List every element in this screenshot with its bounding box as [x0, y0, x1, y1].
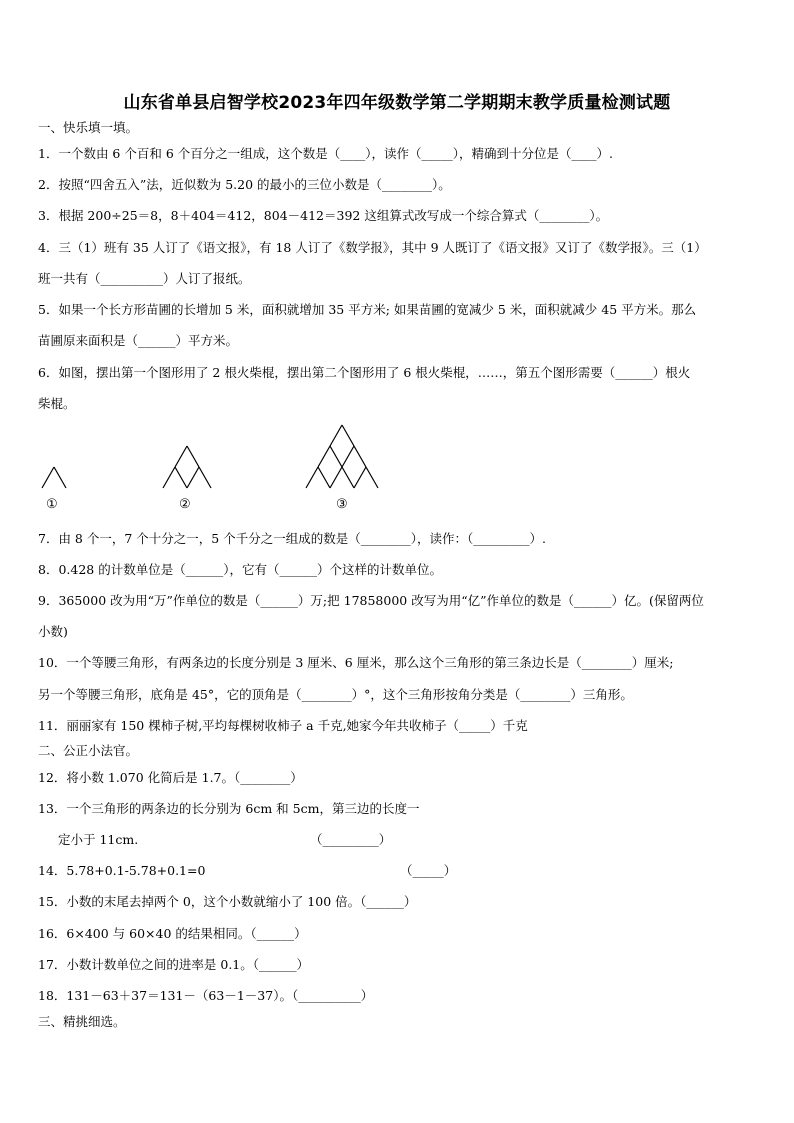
question-4-line-2: 班一共有（__________）人订了报纸。 — [38, 271, 251, 286]
question-7: 7．由 8 个一，7 个十分之一，5 个千分之一组成的数是（________），读作：（_________）. — [38, 531, 546, 546]
figure-1-shape — [42, 467, 66, 488]
figure-label-2: ② — [179, 497, 191, 512]
question-4-line-1: 4．三（1）班有 35 人订了《语文报》，有 18 人订了《数学报》，其中 9 人既订了《语文报》又订了《数学报》。三（1） — [38, 240, 707, 255]
question-15: 15．小数的末尾去掉两个 0，这个小数就缩小了 100 倍。（______） — [38, 894, 417, 909]
section-heading-1: 一、快乐填一填。 — [38, 120, 139, 135]
question-8: 8．0.428 的计数单位是（______），它有（______）个这样的计数单位。 — [38, 562, 442, 577]
question-9-line-2: 小数) — [38, 624, 68, 639]
section-heading-2: 二、公正小法官。 — [38, 743, 139, 758]
question-2: 2．按照“四舍五入”法，近似数为 5.20 的最小的三位小数是（________）。 — [38, 177, 451, 192]
figure-2-shape — [163, 446, 211, 488]
question-6-line-1: 6．如图，摆出第一个图形用了 2 根火柴棍，摆出第二个图形用了 6 根火柴棍，……，第五个图形需要（______）根火 — [38, 365, 691, 380]
question-3: 3．根据 200÷25＝8，8＋404＝412，804－412＝392 这组算式改写成一个综合算式（________）。 — [38, 208, 609, 223]
question-1: 1．一个数由 6 个百和 6 个百分之一组成，这个数是（____），读作（_____），精确到十分位是（____）. — [38, 146, 613, 161]
question-9-line-1: 9．365000 改为用“万”作单位的数是（______）万;把 17858000 改写为用“亿”作单位的数是（______）亿。(保留两位 — [38, 593, 704, 608]
section-heading-3: 三、精挑细选。 — [38, 1014, 126, 1029]
question-10-line-2: 另一个等腰三角形，底角是 45°，它的顶角是（________）°，这个三角形按角分类是（________）三角形。 — [38, 687, 633, 702]
question-12: 12．将小数 1.070 化简后是 1.7。（________） — [38, 770, 303, 785]
question-17: 17．小数计数单位之间的进率是 0.1。（______） — [38, 957, 310, 972]
figure-3-shape — [306, 425, 378, 488]
question-6-line-2: 柴棍。 — [38, 396, 76, 411]
question-13-line-2: 定小于 11cm. — [58, 832, 139, 847]
question-13-answer-blank: （_________） — [310, 832, 392, 847]
figure-label-1: ① — [46, 497, 58, 512]
page-title: 山东省单县启智学校2023年四年级数学第二学期期末教学质量检测试题 — [123, 93, 671, 113]
question-10-line-1: 10．一个等腰三角形，有两条边的长度分别是 3 厘米、6 厘米，那么这个三角形的第三条边长是（________）厘米; — [38, 655, 674, 670]
question-5-line-2: 苗圃原来面积是（______）平方米。 — [38, 333, 239, 348]
question-14-answer-blank: （_____） — [400, 863, 457, 878]
question-14: 14．5.78+0.1-5.78+0.1=0 — [38, 863, 206, 878]
question-18: 18．131－63＋37＝131－（63－1－37）。（__________） — [38, 988, 374, 1003]
question-11: 11．丽丽家有 150 棵柿子树,平均每棵树收柿子 a 千克,她家今年共收柿子（_____）千克 — [38, 718, 528, 733]
question-16: 16．6×400 与 60×40 的结果相同。（______） — [38, 926, 307, 941]
question-13-line-1: 13．一个三角形的两条边的长分别为 6cm 和 5cm，第三边的长度一 — [38, 801, 420, 816]
question-5-line-1: 5．如果一个长方形苗圃的长增加 5 米，面积就增加 35 平方米; 如果苗圃的宽减少 5 米，面积就减少 45 平方米。那么 — [38, 302, 697, 317]
figure-label-3: ③ — [336, 497, 348, 512]
